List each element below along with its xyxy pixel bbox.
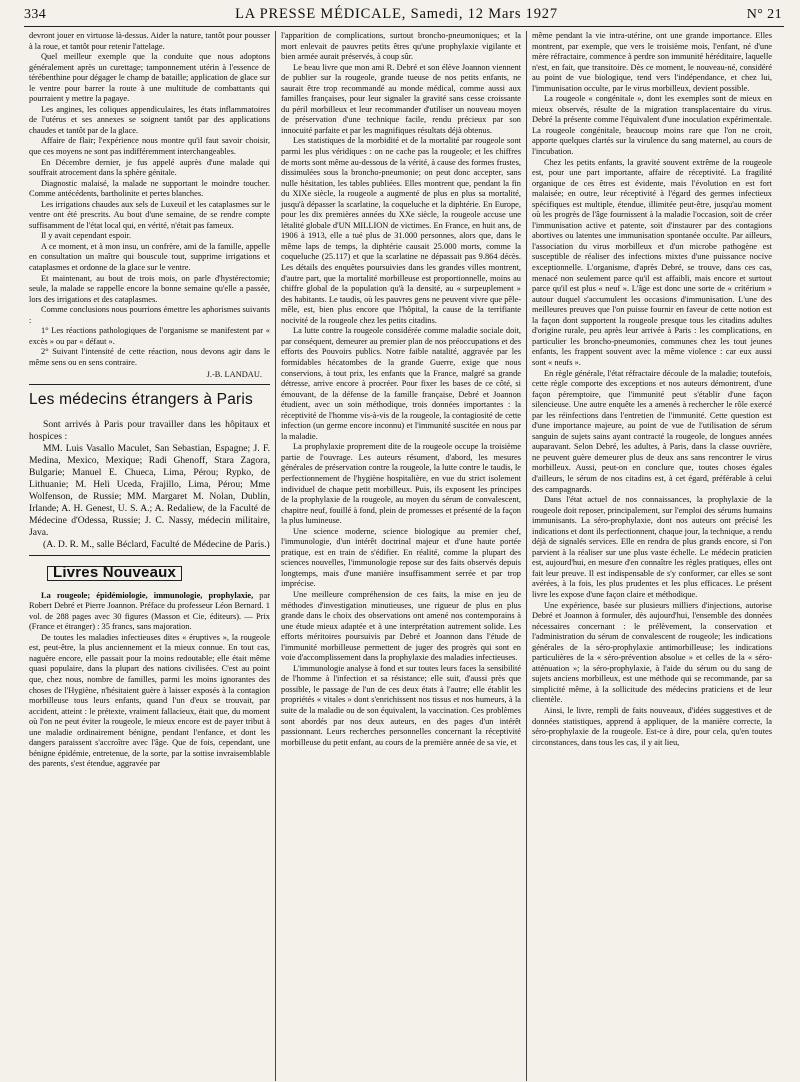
paragraph: Dans l'état actuel de nos connaissances, la prophylaxie de la rougeole doit reposer, principalement, sur l'emploi des sérums humains immunisants. La séro-prophylaxie, dont nos auteurs ont précisé les indications et dont ils perfectionnent, chaque jour, la technique, a rendu déjà de signalés services. Elle en rendra de plus grands encore, si l'on parvient à la réaliser sur une plus vaste échelle. Le médecin praticien est, aujourd'hui, en mesure d'en connaître les règles pratiques, elles ont fait leur preuve. Il est indispensable de s'y conformer, car elles se sont avérées, à la fois, les plus prudentes et les plus efficaces. Le présent livre les expose d'une façon claire et méthodique. (532, 495, 772, 599)
paragraph: Les angines, les coliques appendiculaires, les états inflammatoires de l'utérus et ses annexes se soignent tantôt par des applications chaudes et tantôt par de la glace. (29, 104, 270, 135)
author-signature: J.-B. LANDAU. (206, 369, 262, 379)
book-details: par Robert Debré et Pierre Joannon. Préface du professeur Léon Bernard. 1 vol. de 288 pages avec 30 figures (Masson et Cie, éditeurs). — Prix (France et étranger) : 35 francs, sans majoration. (29, 590, 270, 632)
book-title: La rougeole; épidémiologie, immunologie, prophylaxie, (41, 590, 254, 600)
section-title: Livres Nouveaux (47, 566, 182, 581)
paragraph: La lutte contre la rougeole considérée comme maladie sociale doit, par conséquent, demeurer au premier plan de nos préoccupations et des efforts des Pouvoirs publics. Notre faible natalité, aggravée par les formidables hécatombes de la grande Guerre, exige que nous conservions, à tout prix, les enfants que la France, malgré sa grande détresse, arrive encore à procréer. Pour fixer les bases de ce côté, si émouvant, de la défense de la famille française, Debré et Joannon étudient, avec un soin méthodique, trois données importantes : la réceptivité de l'homme vis-à-vis de la rougeole, la contagiosité de cette infection (un germe encore inconnu) et l'immunité suscitée en nous par la maladie. (281, 326, 521, 441)
paragraph: Et maintenant, au bout de trois mois, on parle d'hystérectomie; seule, la malade se rappelle encore la bonne semaine qu'elle a passée, lors des irrigations et des cataplasmes. (29, 273, 270, 304)
paragraph: Une science moderne, science biologique au premier chef, l'immunologie, d'un intérêt doctrinal majeur et d'une haute portée pratique, est en train de s'édifier. En réalité, comme la plupart des sciences nouvelles, l'immunologie repose sur des faits observés depuis longtemps, mais d'une manière insuffisamment serrée et par trop imprécise. (281, 526, 521, 589)
columns (24, 31, 784, 1081)
section-divider (29, 555, 270, 556)
paragraph: Chez les petits enfants, la gravité souvent extrême de la rougeole est, pour une part importante, affaire de réceptivité. La fragilité organique de ces êtres est évidente, mais l'évolution en est fort malaisée; en outre, leur réceptivité à l'égard des germes infectieux spécifiques est multiple, étendue, illimitée peut-être, jusqu'au moment où les progrès de l'âge fournissent à la maladie l'occasion, soit de créer l'immunisation active et patente, soit d'instaurer par des contagions abortives ou latentes une immunisation spontanée occulte. Par ailleurs, l'association du virus morbilleux et d'un microbe pathogène est susceptible de réaliser des infections mixtes d'une puissance nocive exceptionnelle. L'organisme, d'après Debré, se trouve, dans ces cas, menacé non seulement parce qu'il est affaibli, mais encore et surtout parce qu'il est plus « neuf ». L'âge est donc une sorte de « critérium » autour duquel s'accumulent les occasions d'immunisation. L'une des meilleures preuves que l'on puisse fournir en faveur de cette notion est la façon dont supportent la rougeole presque tous les citadins adultes d'origine rurale, peu après leur arrivée à Paris : les complications, en particulier les broncho-pneumonies, communes chez les tout jeunes enfants, les frappent souvent avec la même violence : car eux aussi sont « neufs ». (532, 157, 772, 367)
paragraph: Quel meilleur exemple que la conduite que nous adoptons généralement après un curettage; tamponnement utérin à l'essence de térébenthine pour dégager le champ de bataille; application de glace sur le ventre pour barrer la route à une multitude de combattants qui pourraient y mettre la pagaye. (29, 52, 270, 104)
books-section (29, 560, 270, 770)
column-3 (526, 31, 777, 1081)
section-credit: (A. D. R. M., salle Béclard, Faculté de Médecine de Paris.) (43, 539, 270, 551)
paragraph: A ce moment, et à mon insu, un confrère, ami de la famille, appelle en consultation un maître qui bouscule tout, supprime irrigations et cataplasmes et ordonne de la glace sur le ventre. (29, 241, 270, 273)
paragraph: Diagnostic malaisé, la malade ne supportant le moindre toucher. Comme antécédents, bartholinite et pertes blanches. (29, 178, 270, 199)
paragraph: même pendant la vie intra-utérine, ont une grande importance. Elles montrent, par exemple, que vers le troisième mois, l'enfant, né d'une mère réfractaire, commence à perdre son immunité héréditaire, laquelle n'est, en fait, que transitoire. Dès ce moment, le nouveau-né, considéré au point de vue biologique, tend vers l'indépendance, et chez lui, l'immunisation occulte, par le virus morbilleux, devient possible. (532, 31, 772, 93)
paragraph: En règle générale, l'état réfractaire découle de la maladie; toutefois, cette règle comporte des exceptions et nos auteurs démontrent, d'une façon péremptoire, que l'immunité peut s'établir d'une façon silencieuse. Une autre enquête les a amenés à rechercher le rôle exercé par les réinfections dans l'entretien de l'immunité. Cette question est d'une importance majeure, au point de vue de l'utilisation de sérum sanguin de sujets sains ayant contracté la rougeole, de longues années auparavant. Selon Debré, les adultes, à Paris, dans la classe ouvrière, ne peuvent guère demeurer plus de deux ans sans rencontrer le virus morbilleux. Aussi, peut-on en conclure que, toutes choses égales d'ailleurs, le sérum de nos citadins est, à cet égard, préférable à celui des campagnards. (532, 368, 772, 494)
journal-title: LA PRESSE MÉDICALE, Samedi, 12 Mars 1927 (235, 6, 558, 22)
paragraph: Une meilleure compréhension de ces faits, la mise en jeu de méthodes d'investigation minutieuses, une rigueur de plus en plus grande dans le choix des observations ont amené nos contemporains à une étude mieux adaptée et à une interprétation autrement solide. Les efforts méritoires poursuivis par Debré et Joannon dans l'étude de l'immunité morbilleuse permettent de juger des progrès qui sont en voie d'accomplissement dans la prophylaxie des maladies infectieuses. (281, 589, 521, 663)
foreign-doctors-section (29, 391, 270, 551)
page-number: 334 (24, 7, 47, 22)
column-1 (24, 31, 275, 1081)
paragraph: 1° Les réactions pathologiques de l'organisme se manifestent par « excès » ou par « défaut ». (29, 326, 270, 346)
column-2 (275, 31, 526, 1081)
paragraph: La rougeole « congénitale », dont les exemples sont de mieux en mieux observés, résulte de la migration transplacentaire du virus. Debré la présente comme l'équivalent d'une inoculation expérimentale. La rougeole congénitale, beaucoup moins rare que l'on ne croit, apporte quelques clartés sur la virulence du sang maternel, au cours de l'incubation. (532, 94, 772, 157)
paragraph: l'apparition de complications, surtout broncho-pneumoniques; et la mort enlevait de pauvres petits êtres qu'une prophylaxie vigilante et bien armée aurait préservés, à coup sûr. (281, 31, 521, 62)
section-intro: Sont arrivés à Paris pour travailler dans les hôpitaux et hospices : (29, 419, 270, 443)
paragraph: De toutes les maladies infectieuses dites « éruptives », la rougeole est, peut-être, la plus anciennement et la mieux connue. En tout cas, naguère encore, elle passait pour la moins redoutable; elle était même quasi populaire, dans la plupart des nations civilisées. C'est au point que, chez nous, nombre de familles, parmi les moins ignorantes des choses de l'Hygiène, n'hésitaient guère à laisser exposés à la contagion morbilleuse tous leurs enfants, quand l'un d'eux se trouvait, par accident, atteint : le prétexte, vraiment fallacieux, était que, du moment où l'on ne peut éviter la rougeole, le mieux encore est de payer tribut à une maladie ordinairement bénigne, pendant l'enfance, et dont les dangers paraissent s'accroître avec l'âge. Que de fois, cependant, une bénigne épidémie, entretenue, de la sorte, par la sottise invraisemblable des parents, s'est étendue, aggravée par (29, 632, 270, 769)
doctor-list: MM. Luis Vasallo Maculet, San Sebastian, Espagne; J. F. Medina, Mexico, Mexique; Radi Ghenoff, Stara Zagora, Bulgarie; Manuel E. Chueca, Lima, Pérou; Rypko, de Lithuanie; M. Heli Uceda, Frajillo, Lima, Pérou; Mme Wolfenson, de Russie; MM. Margaret M. Nolan, Dublin, Irlande; A. H. Genest, U. S. A.; A. Redaliew, de la Faculté de Médecine d'Odessa, Russie; J. C. Nassy, médecin militaire, Java. (29, 443, 270, 539)
paragraph: Affaire de flair; l'expérience nous montre qu'il faut savoir choisir, que ces moyens ne sont pas indifféremment interchangeables. (29, 136, 270, 157)
paragraph: Le beau livre que mon ami R. Debré et son élève Joannon viennent de publier sur la rougeole, grande tueuse de nos petits enfants, ne saurait être trop recommandé au monde médical, comme aussi aux familles françaises, pour leur signaler la gravité sans cesse croissante du péril morbilleux et leur recommander d'utiliser un nouveau moyen de préservation d'une technique facile, rendu précieux par son innocuité parfaite et par les magnifiques résultats déjà obtenus. (281, 62, 521, 135)
paragraph: Comme conclusions nous pourrions émettre les aphorismes suivants : (29, 305, 270, 325)
paragraph: Les statistiques de la morbidité et de la mortalité par rougeole sont parmi les plus véridiques : on ne cache pas la rougeole; et les chiffres de morts sont même au-dessous de la vérité, à cause des formes frustes, dissimulées sous la broncho-pneumonie; on peut donc accepter, sans nulle hésitation, les tables publiées. Elles montrent que, pendant la fin du XIXe siècle, la rougeole a augmenté de plus en plus sa mortalité, jusqu'à dépasser la scarlatine, la coqueluche et la diphtérie. En Europe, pour les dix premières années du XXe siècle, la rougeole accuse une létalité globale d'UN MILLION de victimes. En France, en huit ans, de 1906 à 1913, elle a tué plus de 31.000 personnes, alors que, dans le même laps de temps, la diphtérie causait 25.000 morts, comme la coqueluche (25.117) et que la scarlatine ne dépassait pas 9.864 décès. Les détails des enquêtes poursuivies dans les grandes villes montrent, d'autre part, que la mortalité morbilleuse est proportionnelle, moins au chiffre global de la population qu'à la densité, au « surpeuplement » des habitants. Le taudis, où les pauvres gens ne peuvent vivre que pêle-mêle, est, bien plus encore que l'hôpital, la cause de la terrifiante nocivité de la rougeole chez les petits citadins. (281, 136, 521, 325)
paragraph: En Décembre dernier, je fus appelé auprès d'une malade qui souffrait atrocement dans la sphère génitale. (29, 157, 270, 178)
paragraph: Les irrigations chaudes aux sels de Luxeuil et les cataplasmes sur le ventre ont été prescrits. Au bout d'une semaine, de se rendre compte suffisamment de l'état local qui, en vérité, n'était pas fameux. (29, 199, 270, 230)
paragraph: Une expérience, basée sur plusieurs milliers d'injections, autorise Debré et Joannon à formuler, dès aujourd'hui, l'ensemble des données nécessaires concernant : le prélèvement, la conservation et l'administration du sérum de convalescent de rougeole; les indications générales de la séro-prophylaxie antimorbilleuse; les indications particulières de la « séro-prévention absolue » et celles de la « séro-atténuation »; la séro-prophylaxie, à l'aide du sérum ou du sang de sujets anciens morbilleux, est une méthode qui se recommande, par sa simplicité même, à la sollicitude des médecins praticiens et de leur clientèle. (532, 600, 772, 705)
issue-number: N° 21 (746, 7, 782, 22)
paragraph: 2° Suivant l'intensité de cette réaction, nous devons agir dans le même sens ou en sens contraire. (29, 347, 270, 367)
paragraph: Il y avait cependant espoir. (41, 231, 131, 241)
book-reference (29, 591, 270, 633)
paragraph: Ainsi, le livre, rempli de faits nouveaux, d'idées suggestives et de données statistiques, apprend à appliquer, de la manière correcte, la séro-prophylaxie de la rougeole. Est-ce à dire, pour cela, qu'en toutes circonstances, dans tous les cas, il y ait lieu, (532, 706, 772, 747)
section-body (29, 419, 270, 551)
section-title: Les médecins étrangers à Paris (29, 391, 253, 409)
landau-article (29, 31, 270, 380)
section-divider (29, 384, 270, 385)
paragraph: La prophylaxie proprement dite de la rougeole occupe la troisième partie de l'ouvrage. Les auteurs résument, d'abord, les mesures générales de préservation contre la rougeole, la lutte contre le taudis, le perfectionnement de l'hygiène hospitalière, en vue du strict isolement individuel de chaque petit morbilleux. Puis, ils exposent les principes de la prophylaxie de la rougeole, au moyen du sérum de convalescent, chapitre neuf, fouillé à fond, plein de promesses et présenté de la façon la plus lumineuse. (281, 442, 521, 526)
page-header (24, 6, 784, 27)
paragraph: L'immunologie analyse à fond et sur toutes leurs faces la sensibilité de l'homme à l'infection et sa résistance; elle suit, d'aussi près que possible, le passage de l'un de ces deux états à l'autre; elle établit les propriétés « vitales » dont s'enrichissent nos tissus et nos humeurs, à la suite de la maladie ou de son équivalent, la vaccination. Ces problèmes sont abordés par nos deux auteurs, en des pages d'un intérêt passionnant. Leurs recherches personnelles concernant la réceptivité morbilleuse du petit enfant, au cours de la première année de sa vie, et (281, 663, 521, 747)
paragraph: devront jouer en virtuose là-dessus. Aider la nature, tantôt pour pousser à la roue, et tantôt pour retenir l'attelage. (29, 31, 270, 51)
